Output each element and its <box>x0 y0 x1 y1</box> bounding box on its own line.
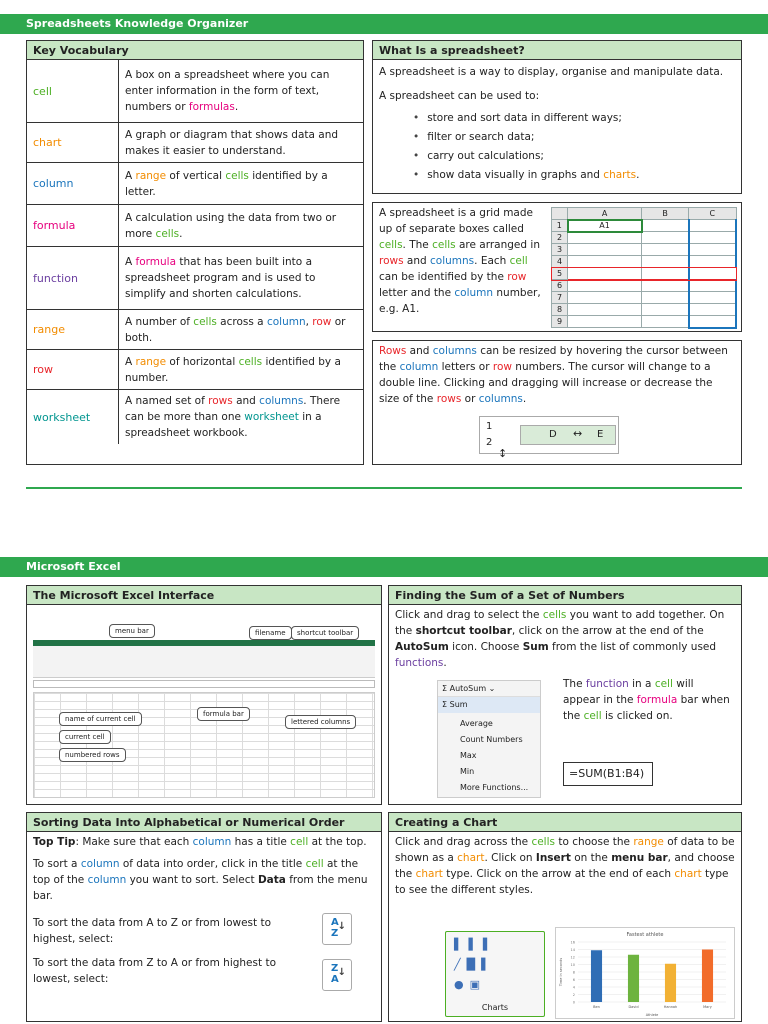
vocab-definition: A graph or diagram that shows data and makes it easier to understand. <box>125 128 339 157</box>
excel-screenshot <box>33 612 375 800</box>
vocab-term: function <box>27 247 119 309</box>
column-headers-illus: D ↔ E <box>520 425 616 445</box>
formula-example: =SUM(B1:B4) <box>563 762 653 786</box>
x-tick-label: Ben <box>593 1005 600 1009</box>
menu-item-more-functions[interactable]: More Functions... <box>460 783 529 792</box>
resize-description: Rows and columns can be resized by hovering the cursor between the column letters or row numbers. The cursor will change to a double line. Clicking and dragging will increase or decrease the size of the rows or columns. <box>379 345 728 405</box>
interface-heading: The Microsoft Excel Interface <box>27 586 381 605</box>
menu-item-average[interactable]: Average <box>460 719 493 728</box>
callout-menu-bar: menu bar <box>109 624 155 638</box>
vocab-definition: A range of vertical cells identified by a letter. <box>125 169 328 198</box>
vocab-definition: A range of horizontal cells identified by a number. <box>125 355 341 384</box>
sorting-heading: Sorting Data Into Alphabetical or Numerical Order <box>27 813 381 832</box>
y-tick-label: 4 <box>572 985 575 990</box>
vocab-definition: A box on a spreadsheet where you can enter information in the form of text, numbers or formulas. <box>125 69 330 113</box>
chart-type-icons-row1[interactable]: ▌▌▌ <box>454 938 498 951</box>
vocab-row-row <box>27 350 363 390</box>
vocab-definition: A named set of rows and columns. There can be more than one worksheet in a spreadsheet workbook. <box>125 395 341 439</box>
sum-side-text: The function in a cell will appear in the formula bar when the cell is clicked on. <box>563 678 730 722</box>
autosum-menu-list <box>438 713 540 796</box>
bar-mary <box>702 950 713 1003</box>
charts-label: Charts <box>481 1003 509 1012</box>
callout-filename: filename <box>249 626 292 640</box>
menu-item-sum[interactable]: Σ Sum <box>438 697 540 713</box>
chart-type-icons-row3[interactable]: ●▣ <box>454 978 486 991</box>
col-header-a: A <box>568 208 642 220</box>
vocab-definition: A number of cells across a column, row or both. <box>125 315 346 344</box>
uses-item: • filter or search data; <box>413 128 735 147</box>
what-is-p1: A spreadsheet is a way to display, organise and manipulate data. <box>379 66 724 78</box>
vocab-table <box>27 60 363 444</box>
menu-item-max[interactable]: Max <box>460 751 477 760</box>
grid-description: A spreadsheet is a grid made up of separate boxes called cells. The cells are arranged in rows and columns. Each cell can be identified by the row letter and the column number, e.g. A1. <box>379 207 541 315</box>
chart-description: Click and drag across the cells to choose the range of data to be shown as a chart. Click on Insert on the menu bar, and choose the chart type. Click on the arrow at the end of each chart type to see the different styles. <box>395 836 735 896</box>
grid-panel <box>372 202 742 332</box>
sorting-panel <box>26 812 382 1022</box>
active-cell: A1 <box>568 220 642 232</box>
callout-shortcut-toolbar: shortcut toolbar <box>291 626 359 640</box>
top-banner-title: Spreadsheets Knowledge Organizer <box>26 17 249 30</box>
vocab-row-formula <box>27 205 363 247</box>
vocab-term: column <box>27 163 119 204</box>
vocab-term: worksheet <box>27 390 119 444</box>
y-tick-label: 12 <box>570 955 575 960</box>
menu-item-count-numbers[interactable]: Count Numbers <box>460 735 523 744</box>
bottom-banner-title: Microsoft Excel <box>26 560 121 573</box>
kw-charts: charts <box>603 169 637 181</box>
vocab-definition: A calculation using the data from two or more cells. <box>125 211 337 240</box>
section-divider <box>26 487 742 489</box>
sum-panel <box>388 585 742 805</box>
sort-instructions: To sort a column of data into order, click in the title cell at the top of the column you want to sort. Select Data from the menu bar. <box>33 858 368 902</box>
uses-list <box>413 109 735 185</box>
y-tick-label: 14 <box>570 948 575 952</box>
y-tick-label: 2 <box>572 993 575 997</box>
bar-hannah <box>665 964 676 1002</box>
interface-panel <box>26 585 382 805</box>
what-is-panel <box>372 40 742 194</box>
column-resize-cursor-icon: ↔ <box>573 427 583 440</box>
vocab-term: formula <box>27 205 119 246</box>
top-banner <box>0 14 768 34</box>
callout-name-of-current-cell: name of current cell <box>59 712 142 726</box>
vocab-panel <box>26 40 364 465</box>
menu-item-min[interactable]: Min <box>460 767 475 776</box>
chart-panel <box>388 812 742 1022</box>
chart-heading: Creating a Chart <box>389 813 741 832</box>
callout-current-cell: current cell <box>59 730 111 744</box>
what-is-heading: What Is a spreadsheet? <box>373 41 741 60</box>
vocab-row-column <box>27 163 363 205</box>
vocab-row-worksheet <box>27 390 363 444</box>
bar-david <box>628 955 639 1002</box>
row-resize-cursor-icon: ↕ <box>498 447 508 460</box>
vocab-row-range <box>27 310 363 350</box>
vocab-term: row <box>27 350 119 389</box>
sort-az-text: To sort the data from A to Z or from lowest to highest, select: <box>33 917 272 945</box>
bottom-banner <box>0 557 768 577</box>
y-tick-label: 6 <box>572 978 575 982</box>
y-tick-label: 10 <box>570 963 575 967</box>
x-axis-label: Athlete <box>645 1013 659 1017</box>
y-tick-label: 16 <box>570 940 575 945</box>
grid-illustration: A B C 1 A1 2 3 4 5 6 7 8 9 <box>551 207 737 329</box>
y-tick-label: 0 <box>572 1000 575 1005</box>
sum-heading: Finding the Sum of a Set of Numbers <box>389 586 741 605</box>
bar-ben <box>591 950 602 1002</box>
y-tick-label: 8 <box>572 970 575 975</box>
x-tick-label: Hannah <box>663 1005 678 1009</box>
callout-lettered-columns: lettered columns <box>285 715 356 729</box>
callout-formula-bar: formula bar <box>197 707 250 721</box>
what-is-p2: A spreadsheet can be used to: <box>379 90 540 102</box>
vocab-row-cell <box>27 60 363 123</box>
sort-z-to-a-icon[interactable]: Z A ↓ <box>322 959 352 991</box>
resize-illustration: 1 2 ↕ D ↔ E <box>479 416 619 454</box>
sum-description: Click and drag to select the cells you want to add together. On the shortcut toolbar, click on the arrow at the end of the AutoSum icon. Choose Sum from the list of commonly used functions. <box>395 609 725 669</box>
vocab-term: range <box>27 310 119 349</box>
vocab-heading: Key Vocabulary <box>27 41 363 60</box>
uses-item: • store and sort data in different ways; <box>413 109 735 128</box>
callout-numbered-rows: numbered rows <box>59 748 126 762</box>
uses-item: • show data visually in graphs and charts. <box>413 166 735 185</box>
uses-item: • carry out calculations; <box>413 147 735 166</box>
vocab-row-function <box>27 247 363 310</box>
vocab-definition: A formula that has been built into a spreadsheet program and is used to simplify and shorten calculations. <box>125 256 316 300</box>
chart-type-icons-row2[interactable]: ╱█▌ <box>454 958 496 971</box>
resize-panel <box>372 340 742 465</box>
col-header-c: C <box>689 208 736 220</box>
sort-a-to-z-icon[interactable]: A Z ↓ <box>322 913 352 945</box>
vocab-row-chart <box>27 123 363 163</box>
vocab-term: chart <box>27 123 119 162</box>
vocab-term: cell <box>27 60 119 122</box>
example-chart <box>555 927 735 1019</box>
chart-svg <box>556 928 734 1018</box>
charts-ribbon-group <box>445 931 545 1017</box>
sort-za-text: To sort the data from Z to A or from highest to lowest, select: <box>33 957 276 985</box>
y-axis-label: Time in seconds <box>559 957 563 987</box>
chart-title: Fastest athlete <box>626 932 664 938</box>
autosum-button[interactable]: Σ AutoSum ⌄ <box>438 681 540 697</box>
top-tip: Top Tip: Make sure that each column has a title cell at the top. <box>33 836 367 848</box>
x-tick-label: Mary <box>703 1005 712 1009</box>
col-header-b: B <box>642 208 689 220</box>
x-tick-label: David <box>628 1005 639 1009</box>
autosum-menu[interactable] <box>437 680 541 798</box>
